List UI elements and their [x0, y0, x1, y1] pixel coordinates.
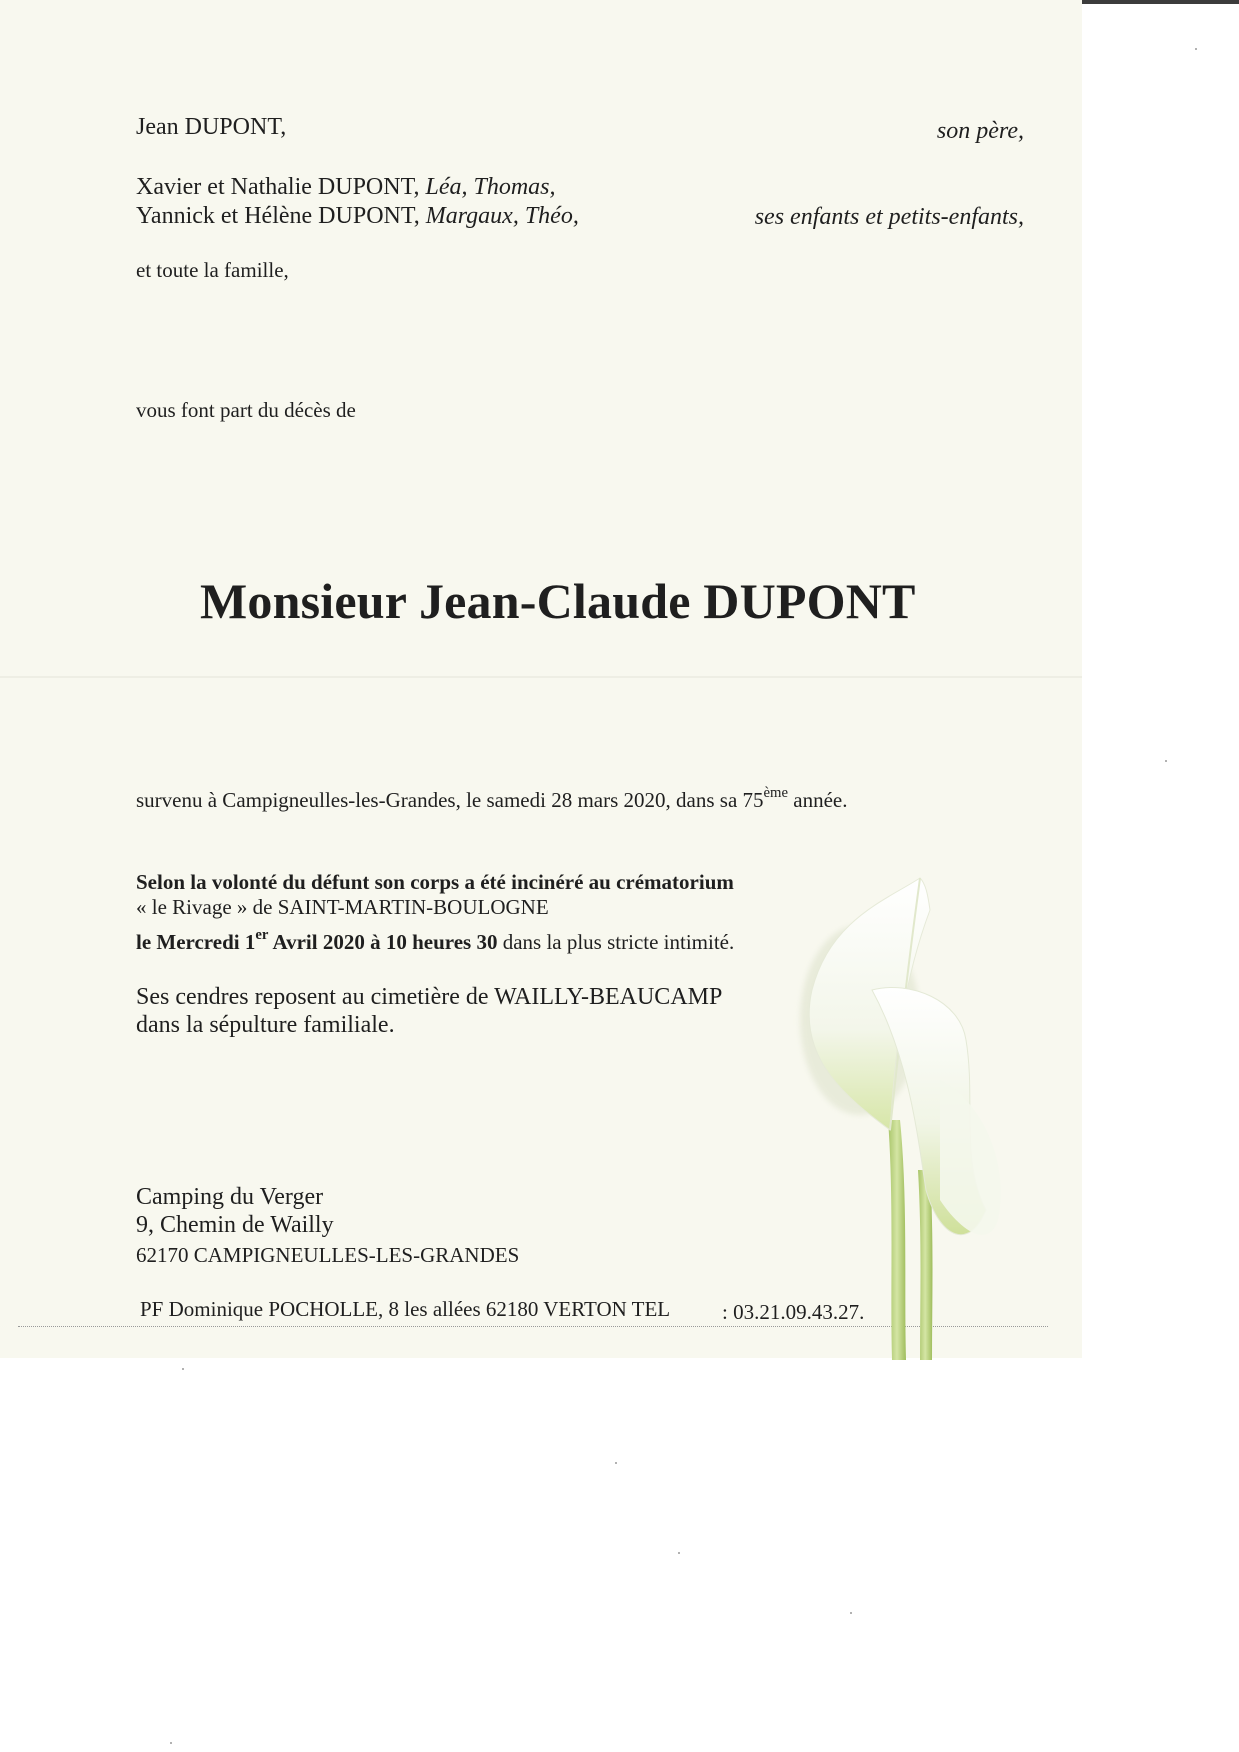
- ceremony-sup: er: [255, 926, 269, 943]
- scan-speck: [182, 1368, 184, 1370]
- phone-number: : 03.21.09.43.27.: [722, 1300, 865, 1324]
- death-line: [136, 784, 848, 813]
- family-line: et toute la famille,: [136, 258, 289, 282]
- death-post: année.: [788, 788, 848, 812]
- ceremony-date: Avril 2020 à 10 heures 30: [268, 930, 498, 954]
- scan-speck: [678, 1552, 680, 1554]
- death-pre: survenu à Campigneulles-les-Grandes, le samedi 28 mars 2020, dans sa 75: [136, 788, 764, 812]
- address-line3: 62170 CAMPIGNEULLES-LES-GRANDES: [136, 1243, 520, 1267]
- child1-kids: Léa, Thomas,: [425, 174, 556, 200]
- child2-names: Yannick et Hélène DUPONT,: [136, 203, 420, 229]
- ceremony-note: dans la plus stricte intimité.: [497, 930, 735, 954]
- scan-speck: [850, 1612, 852, 1614]
- child1-names: Xavier et Nathalie DUPONT,: [136, 174, 420, 200]
- deceased-name: Monsieur Jean-Claude DUPONT: [200, 573, 916, 629]
- ashes-line1: Ses cendres reposent au cimetière de WAILLY-BEAUCAMP: [136, 984, 723, 1010]
- funeral-home: PF Dominique POCHOLLE, 8 les allées 62180 VERTON TEL: [140, 1297, 671, 1321]
- ceremony-line1: Selon la volonté du défunt son corps a été incinéré au crématorium: [136, 870, 734, 894]
- children-role: ses enfants et petits-enfants,: [754, 204, 1024, 230]
- address-line1: Camping du Verger: [136, 1184, 324, 1210]
- ashes-line2: dans la sépulture familiale.: [136, 1012, 395, 1038]
- address-line2: 9, Chemin de Wailly: [136, 1212, 334, 1238]
- ceremony-line3: [136, 926, 735, 955]
- child2-kids: Margaux, Théo,: [425, 203, 579, 229]
- father-role: son père,: [936, 118, 1024, 144]
- scan-speck: [615, 1462, 617, 1464]
- scan-speck: [170, 1742, 172, 1744]
- intro-text: vous font part du décès de: [136, 398, 356, 422]
- ceremony-day: le Mercredi 1: [136, 930, 256, 954]
- fold-line: [0, 676, 1082, 678]
- calla-lily-icon: [790, 870, 1020, 1360]
- ceremony-line2: « le Rivage » de SAINT-MARTIN-BOULOGNE: [136, 895, 549, 919]
- child1-line: [136, 174, 556, 201]
- scan-speck: [1165, 760, 1167, 762]
- scan-edge: [1082, 0, 1239, 4]
- scan-speck: [1195, 48, 1197, 50]
- father-name: Jean DUPONT,: [136, 114, 287, 140]
- child2-line: [136, 203, 579, 230]
- death-sup: ème: [763, 784, 788, 801]
